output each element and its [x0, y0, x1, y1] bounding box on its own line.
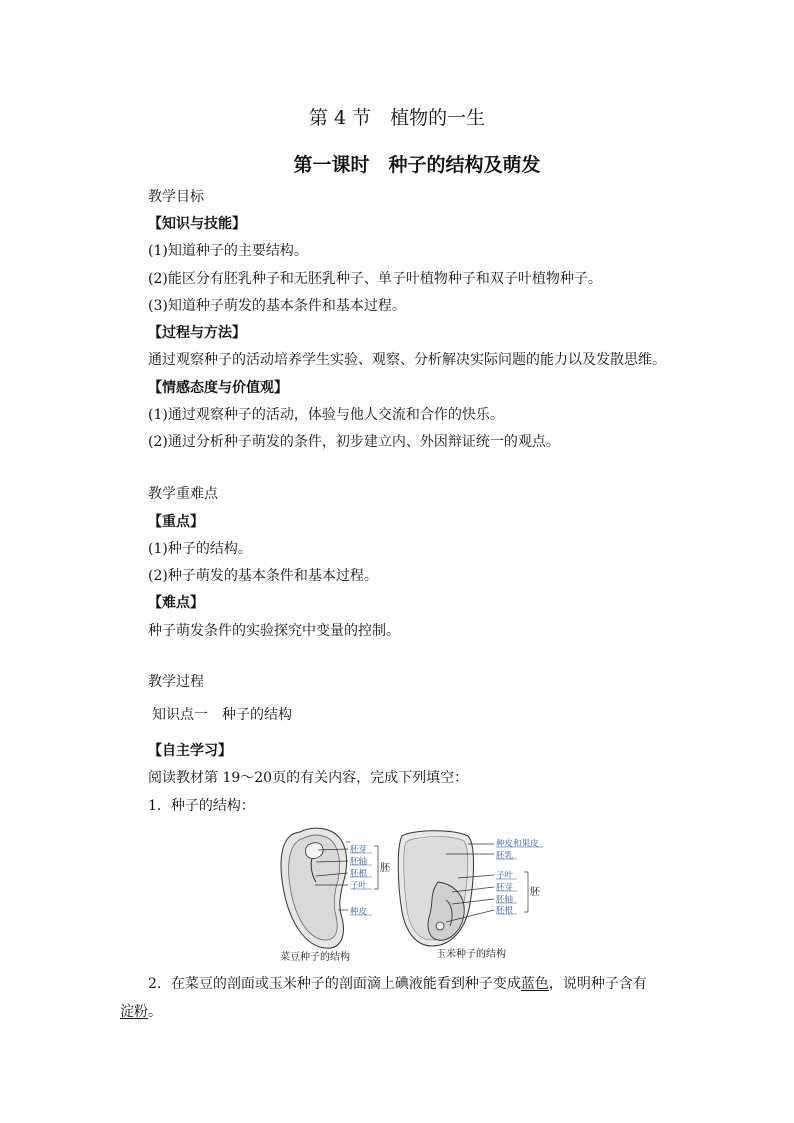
knowledge-heading: 【知识与技能】	[148, 216, 246, 232]
reading-instruction: 阅读教材第 19～20页的有关内容，完成下列填空：	[148, 770, 469, 786]
knowledge-item-2: (2)能区分有胚乳种子和无胚乳种子、单子叶植物种子和双子叶植物种子。	[148, 271, 602, 287]
bean-label-plumule: 胚芽	[350, 845, 368, 855]
seed-structure-figure	[270, 822, 560, 967]
corn-caption: 玉米种子的结构	[436, 949, 506, 960]
process-heading: 教学过程	[148, 674, 204, 690]
section-title: 第 4 节 植物的一生	[308, 107, 486, 129]
knowledge-point-one: 知识点一 种子的结构	[152, 707, 292, 723]
process-method-text: 通过观察种子的活动培养学生实验、观察、分析解决实际问题的能力以及发散思维。	[148, 352, 666, 368]
corn-seed-diagram	[398, 831, 543, 960]
knowledge-item-3: (3)知道种子萌发的基本条件和基本过程。	[148, 298, 406, 314]
difficult-text: 种子萌发条件的实验探究中变量的控制。	[148, 623, 400, 639]
corn-embryo-label: 胚	[530, 887, 540, 898]
key-heading: 【重点】	[148, 514, 204, 530]
item-2-line-1	[148, 973, 647, 993]
bean-label-radicle: 胚根	[350, 869, 368, 879]
key-points-heading: 教学重难点	[148, 486, 218, 502]
item-2-text-part-2: ，说明种子含有	[548, 976, 647, 992]
bean-label-cotyledon: 子叶	[350, 881, 368, 891]
bean-caption: 菜豆种子的结构	[280, 952, 350, 963]
item-2-blank-2: 淀粉	[120, 1004, 148, 1020]
corn-label-endosperm: 胚乳	[496, 851, 514, 861]
bean-embryo-label: 胚	[380, 863, 390, 874]
objectives-heading: 教学目标	[148, 189, 204, 205]
corn-label-cotyledon: 子叶	[496, 871, 514, 881]
corn-label-radicle: 胚根	[496, 906, 514, 916]
key-item-1: (1)种子的结构。	[148, 541, 252, 557]
lesson-title: 第一课时 种子的结构及萌发	[293, 154, 541, 176]
item-2-line-2	[120, 1001, 162, 1021]
corn-label-seed-coat-pericarp: 种皮和果皮	[496, 839, 539, 849]
self-study-heading: 【自主学习】	[148, 743, 232, 759]
attitude-item-1: (1)通过观察种子的活动，体验与他人交流和合作的快乐。	[148, 407, 504, 423]
bean-label-hypocotyl: 胚轴	[350, 857, 368, 867]
corn-label-hypocotyl: 胚轴	[496, 895, 514, 905]
difficult-heading: 【难点】	[148, 595, 204, 611]
item-2-text-part-3: 。	[148, 1004, 162, 1020]
bean-seed-diagram	[280, 828, 391, 963]
item-1-seed-structure: 1．种子的结构：	[148, 798, 255, 814]
corn-label-plumule: 胚芽	[496, 883, 514, 893]
process-method-heading: 【过程与方法】	[148, 325, 246, 341]
key-item-2: (2)种子萌发的基本条件和基本过程。	[148, 568, 378, 584]
attitude-heading: 【情感态度与价值观】	[148, 380, 288, 396]
item-2-blank-1: 蓝色	[520, 976, 549, 992]
item-2-text-part-1: 2．在菜豆的剖面或玉米种子的剖面滴上碘液能看到种子变成	[148, 976, 521, 992]
knowledge-item-1: (1)知道种子的主要结构。	[148, 243, 308, 259]
attitude-item-2: (2)通过分析种子萌发的条件，初步建立内、外因辩证统一的观点。	[148, 434, 560, 450]
bean-label-seed-coat: 种皮	[350, 907, 368, 917]
